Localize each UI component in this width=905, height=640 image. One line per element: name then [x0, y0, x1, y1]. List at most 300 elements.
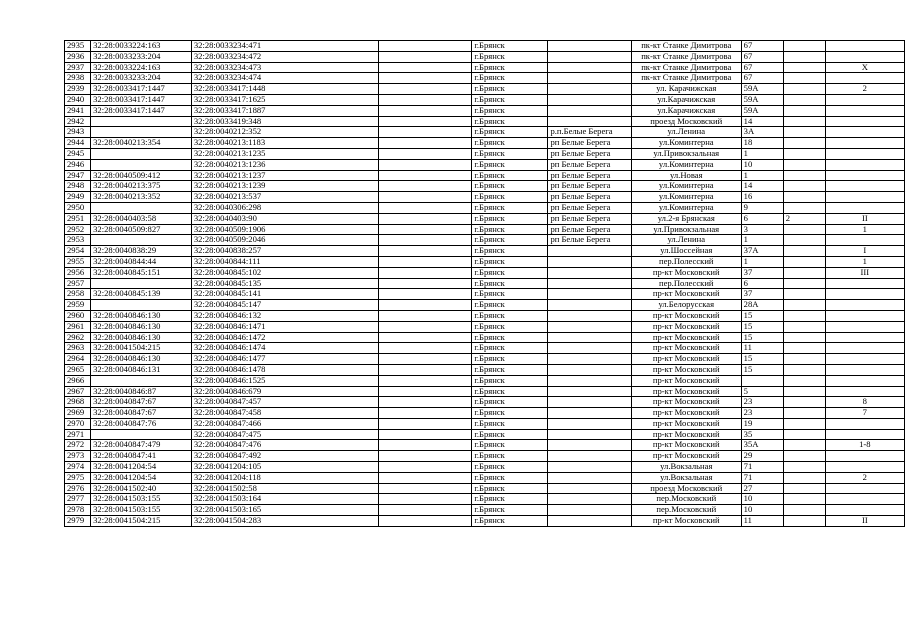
street-cell: ул.Привокзальная	[631, 224, 741, 235]
source-cadastral-cell	[91, 202, 192, 213]
table-row	[65, 483, 905, 494]
street-cell: ул.Карачижская	[631, 94, 741, 105]
house-number-cell: 10	[741, 494, 783, 505]
cadastral-number-cell: 32:28:0040403:90	[191, 213, 378, 224]
street-cell: пк-кт Станке Димитрова	[631, 41, 741, 52]
cadastral-number-cell: 32:28:0033234:473	[191, 62, 378, 73]
street-cell: пр-кт Московский	[631, 354, 741, 365]
row-number-cell: 2975	[65, 472, 91, 483]
row-number-cell: 2937	[65, 62, 91, 73]
cadastral-number-cell: 32:28:0041502:58	[191, 483, 378, 494]
cadastral-number-cell: 32:28:0040213:1235	[191, 148, 378, 159]
blank-cell	[378, 300, 472, 311]
source-cadastral-cell: 32:28:0033224:163	[91, 41, 192, 52]
building-cell	[825, 73, 904, 84]
row-number-cell: 2955	[65, 256, 91, 267]
street-cell: пр-кт Московский	[631, 440, 741, 451]
building-cell	[825, 343, 904, 354]
house-number-cell: 23	[741, 397, 783, 408]
street-cell: пр-кт Московский	[631, 310, 741, 321]
row-number-cell: 2978	[65, 505, 91, 516]
row-number-cell: 2940	[65, 94, 91, 105]
table-row	[65, 375, 905, 386]
city-cell: г.Брянск	[472, 408, 548, 419]
flat-cell	[783, 289, 825, 300]
table-row	[65, 386, 905, 397]
flat-cell	[783, 267, 825, 278]
row-number-cell: 2951	[65, 213, 91, 224]
city-cell: г.Брянск	[472, 235, 548, 246]
source-cadastral-cell: 32:28:0040846:131	[91, 364, 192, 375]
flat-cell	[783, 494, 825, 505]
street-cell: пер.Московский	[631, 494, 741, 505]
flat-cell	[783, 62, 825, 73]
blank-cell	[378, 181, 472, 192]
settlement-cell	[548, 462, 631, 473]
settlement-cell	[548, 84, 631, 95]
blank-cell	[378, 494, 472, 505]
table-row	[65, 267, 905, 278]
building-cell: 1	[825, 224, 904, 235]
source-cadastral-cell	[91, 127, 192, 138]
city-cell: г.Брянск	[472, 310, 548, 321]
cadastral-number-cell: 32:28:0040846:132	[191, 310, 378, 321]
street-cell: пр-кт Московский	[631, 451, 741, 462]
source-cadastral-cell: 32:28:0040847:67	[91, 397, 192, 408]
source-cadastral-cell: 32:28:0040845:151	[91, 267, 192, 278]
settlement-cell	[548, 73, 631, 84]
blank-cell	[378, 321, 472, 332]
building-cell	[825, 483, 904, 494]
flat-cell	[783, 116, 825, 127]
cadastral-number-cell: 32:28:0040847:466	[191, 418, 378, 429]
building-cell: I	[825, 246, 904, 257]
cadastral-number-cell: 32:28:0040846:1471	[191, 321, 378, 332]
table-row	[65, 246, 905, 257]
street-cell: проезд Московский	[631, 116, 741, 127]
table-row	[65, 94, 905, 105]
cadastral-number-cell: 32:28:0040306:298	[191, 202, 378, 213]
table-row	[65, 62, 905, 73]
building-cell	[825, 181, 904, 192]
flat-cell	[783, 170, 825, 181]
row-number-cell: 2942	[65, 116, 91, 127]
row-number-cell: 2968	[65, 397, 91, 408]
street-cell: пр-кт Московский	[631, 267, 741, 278]
blank-cell	[378, 170, 472, 181]
flat-cell	[783, 256, 825, 267]
source-cadastral-cell: 32:28:0040846:130	[91, 321, 192, 332]
blank-cell	[378, 310, 472, 321]
house-number-cell: 35А	[741, 440, 783, 451]
table-row	[65, 354, 905, 365]
source-cadastral-cell: 32:28:0040847:479	[91, 440, 192, 451]
city-cell: г.Брянск	[472, 300, 548, 311]
source-cadastral-cell	[91, 116, 192, 127]
city-cell: г.Брянск	[472, 494, 548, 505]
cadastral-number-cell: 32:28:0040845:141	[191, 289, 378, 300]
building-cell	[825, 148, 904, 159]
source-cadastral-cell: 32:28:0040846:87	[91, 386, 192, 397]
row-number-cell: 2971	[65, 429, 91, 440]
table-row	[65, 202, 905, 213]
street-cell: пер.Полесский	[631, 278, 741, 289]
flat-cell	[783, 127, 825, 138]
row-number-cell: 2944	[65, 138, 91, 149]
street-cell: проезд Московский	[631, 483, 741, 494]
row-number-cell: 2966	[65, 375, 91, 386]
cadastral-number-cell: 32:28:0040846:679	[191, 386, 378, 397]
settlement-cell	[548, 516, 631, 527]
row-number-cell: 2956	[65, 267, 91, 278]
house-number-cell	[741, 375, 783, 386]
building-cell	[825, 235, 904, 246]
table-row	[65, 289, 905, 300]
blank-cell	[378, 397, 472, 408]
table-row	[65, 159, 905, 170]
source-cadastral-cell: 32:28:0033417:1447	[91, 105, 192, 116]
building-cell	[825, 418, 904, 429]
flat-cell	[783, 516, 825, 527]
building-cell	[825, 462, 904, 473]
source-cadastral-cell: 32:28:0041504:215	[91, 343, 192, 354]
settlement-cell: рп Белые Берега	[548, 202, 631, 213]
street-cell: ул.Вокзальная	[631, 462, 741, 473]
settlement-cell	[548, 472, 631, 483]
street-cell: пер.Московский	[631, 505, 741, 516]
city-cell: г.Брянск	[472, 440, 548, 451]
flat-cell	[783, 235, 825, 246]
city-cell: г.Брянск	[472, 170, 548, 181]
settlement-cell	[548, 267, 631, 278]
house-number-cell: 15	[741, 332, 783, 343]
house-number-cell: 67	[741, 62, 783, 73]
street-cell: пр-кт Московский	[631, 289, 741, 300]
settlement-cell	[548, 343, 631, 354]
source-cadastral-cell	[91, 375, 192, 386]
row-number-cell: 2960	[65, 310, 91, 321]
table-row	[65, 170, 905, 181]
cadastral-number-cell: 32:28:0041503:165	[191, 505, 378, 516]
building-cell	[825, 332, 904, 343]
settlement-cell	[548, 494, 631, 505]
table-row	[65, 213, 905, 224]
settlement-cell	[548, 332, 631, 343]
table-row	[65, 224, 905, 235]
city-cell: г.Брянск	[472, 289, 548, 300]
settlement-cell	[548, 62, 631, 73]
row-number-cell: 2935	[65, 41, 91, 52]
street-cell: ул.Белорусская	[631, 300, 741, 311]
house-number-cell: 15	[741, 321, 783, 332]
house-number-cell: 15	[741, 354, 783, 365]
row-number-cell: 2954	[65, 246, 91, 257]
flat-cell	[783, 451, 825, 462]
building-cell	[825, 170, 904, 181]
street-cell: пр-кт Московский	[631, 429, 741, 440]
city-cell: г.Брянск	[472, 332, 548, 343]
house-number-cell: 3	[741, 224, 783, 235]
source-cadastral-cell: 32:28:0040213:375	[91, 181, 192, 192]
blank-cell	[378, 62, 472, 73]
house-number-cell: 3А	[741, 127, 783, 138]
row-number-cell: 2947	[65, 170, 91, 181]
source-cadastral-cell: 32:28:0040847:41	[91, 451, 192, 462]
house-number-cell: 71	[741, 462, 783, 473]
table-row	[65, 343, 905, 354]
row-number-cell: 2965	[65, 364, 91, 375]
source-cadastral-cell: 32:28:0041503:155	[91, 505, 192, 516]
row-number-cell: 2962	[65, 332, 91, 343]
cadastral-number-cell: 32:28:0040846:1478	[191, 364, 378, 375]
building-cell	[825, 51, 904, 62]
flat-cell	[783, 343, 825, 354]
house-number-cell: 59А	[741, 94, 783, 105]
building-cell	[825, 354, 904, 365]
building-cell	[825, 159, 904, 170]
table-row	[65, 73, 905, 84]
city-cell: г.Брянск	[472, 256, 548, 267]
blank-cell	[378, 364, 472, 375]
building-cell: II	[825, 213, 904, 224]
flat-cell	[783, 310, 825, 321]
city-cell: г.Брянск	[472, 105, 548, 116]
cadastral-number-cell: 32:28:0040847:457	[191, 397, 378, 408]
city-cell: г.Брянск	[472, 472, 548, 483]
source-cadastral-cell: 32:28:0040403:58	[91, 213, 192, 224]
street-cell: ул.Коминтерна	[631, 138, 741, 149]
settlement-cell: рп Белые Берега	[548, 224, 631, 235]
row-number-cell: 2946	[65, 159, 91, 170]
blank-cell	[378, 73, 472, 84]
building-cell	[825, 429, 904, 440]
source-cadastral-cell	[91, 159, 192, 170]
cadastral-number-cell: 32:28:0040847:475	[191, 429, 378, 440]
row-number-cell: 2977	[65, 494, 91, 505]
cadastral-number-cell: 32:28:0040212:352	[191, 127, 378, 138]
table-row	[65, 181, 905, 192]
city-cell: г.Брянск	[472, 84, 548, 95]
source-cadastral-cell: 32:28:0033233:204	[91, 51, 192, 62]
city-cell: г.Брянск	[472, 224, 548, 235]
row-number-cell: 2964	[65, 354, 91, 365]
blank-cell	[378, 246, 472, 257]
blank-cell	[378, 213, 472, 224]
source-cadastral-cell	[91, 300, 192, 311]
building-cell	[825, 321, 904, 332]
settlement-cell	[548, 418, 631, 429]
street-cell: ул. Карачижская	[631, 84, 741, 95]
building-cell: III	[825, 267, 904, 278]
building-cell	[825, 289, 904, 300]
cadastral-number-cell: 32:28:0040213:1236	[191, 159, 378, 170]
settlement-cell	[548, 408, 631, 419]
blank-cell	[378, 235, 472, 246]
flat-cell: 2	[783, 213, 825, 224]
street-cell: ул.Ленина	[631, 235, 741, 246]
register-table	[64, 40, 905, 527]
house-number-cell: 14	[741, 181, 783, 192]
house-number-cell: 35	[741, 429, 783, 440]
cadastral-number-cell: 32:28:0040846:1472	[191, 332, 378, 343]
table-row	[65, 235, 905, 246]
building-cell	[825, 202, 904, 213]
settlement-cell	[548, 505, 631, 516]
flat-cell	[783, 73, 825, 84]
city-cell: г.Брянск	[472, 505, 548, 516]
building-cell: 1-8	[825, 440, 904, 451]
house-number-cell: 59А	[741, 105, 783, 116]
settlement-cell	[548, 256, 631, 267]
building-cell	[825, 310, 904, 321]
settlement-cell	[548, 246, 631, 257]
street-cell: пр-кт Московский	[631, 418, 741, 429]
table-row	[65, 300, 905, 311]
house-number-cell: 1	[741, 235, 783, 246]
blank-cell	[378, 159, 472, 170]
settlement-cell	[548, 116, 631, 127]
cadastral-number-cell: 32:28:0041503:164	[191, 494, 378, 505]
row-number-cell: 2948	[65, 181, 91, 192]
source-cadastral-cell: 32:28:0033417:1447	[91, 94, 192, 105]
settlement-cell	[548, 386, 631, 397]
blank-cell	[378, 375, 472, 386]
table-row	[65, 462, 905, 473]
street-cell: пр-кт Московский	[631, 364, 741, 375]
flat-cell	[783, 159, 825, 170]
blank-cell	[378, 267, 472, 278]
flat-cell	[783, 246, 825, 257]
blank-cell	[378, 483, 472, 494]
blank-cell	[378, 332, 472, 343]
source-cadastral-cell: 32:28:0033417:1447	[91, 84, 192, 95]
blank-cell	[378, 289, 472, 300]
settlement-cell: рп Белые Берега	[548, 138, 631, 149]
house-number-cell: 11	[741, 516, 783, 527]
blank-cell	[378, 429, 472, 440]
source-cadastral-cell	[91, 278, 192, 289]
source-cadastral-cell: 32:28:0041204:54	[91, 462, 192, 473]
building-cell	[825, 505, 904, 516]
blank-cell	[378, 138, 472, 149]
table-row	[65, 41, 905, 52]
building-cell	[825, 494, 904, 505]
city-cell: г.Брянск	[472, 397, 548, 408]
row-number-cell: 2967	[65, 386, 91, 397]
row-number-cell: 2976	[65, 483, 91, 494]
blank-cell	[378, 148, 472, 159]
street-cell: ул.Коминтерна	[631, 181, 741, 192]
flat-cell	[783, 321, 825, 332]
city-cell: г.Брянск	[472, 451, 548, 462]
house-number-cell: 27	[741, 483, 783, 494]
building-cell	[825, 41, 904, 52]
settlement-cell: рп Белые Берега	[548, 213, 631, 224]
building-cell: 8	[825, 397, 904, 408]
table-row	[65, 278, 905, 289]
row-number-cell: 2945	[65, 148, 91, 159]
house-number-cell: 6	[741, 278, 783, 289]
settlement-cell: рп Белые Берега	[548, 148, 631, 159]
cadastral-number-cell: 32:28:0040845:135	[191, 278, 378, 289]
flat-cell	[783, 429, 825, 440]
blank-cell	[378, 127, 472, 138]
table-row	[65, 408, 905, 419]
flat-cell	[783, 375, 825, 386]
row-number-cell: 2949	[65, 192, 91, 203]
house-number-cell: 19	[741, 418, 783, 429]
city-cell: г.Брянск	[472, 267, 548, 278]
table-row	[65, 397, 905, 408]
cadastral-number-cell: 32:28:0040213:1239	[191, 181, 378, 192]
settlement-cell	[548, 429, 631, 440]
register-table-body	[65, 41, 905, 527]
flat-cell	[783, 278, 825, 289]
building-cell	[825, 278, 904, 289]
street-cell: пр-кт Московский	[631, 386, 741, 397]
city-cell: г.Брянск	[472, 51, 548, 62]
source-cadastral-cell: 32:28:0041204:54	[91, 472, 192, 483]
city-cell: г.Брянск	[472, 159, 548, 170]
street-cell: пр-кт Московский	[631, 408, 741, 419]
source-cadastral-cell: 32:28:0033224:163	[91, 62, 192, 73]
blank-cell	[378, 505, 472, 516]
settlement-cell	[548, 278, 631, 289]
house-number-cell: 9	[741, 202, 783, 213]
city-cell: г.Брянск	[472, 181, 548, 192]
flat-cell	[783, 440, 825, 451]
row-number-cell: 2963	[65, 343, 91, 354]
flat-cell	[783, 138, 825, 149]
house-number-cell: 28А	[741, 300, 783, 311]
row-number-cell: 2953	[65, 235, 91, 246]
cadastral-number-cell: 32:28:0040509:2046	[191, 235, 378, 246]
street-cell: ул.Вокзальная	[631, 472, 741, 483]
flat-cell	[783, 386, 825, 397]
blank-cell	[378, 202, 472, 213]
blank-cell	[378, 51, 472, 62]
table-row	[65, 310, 905, 321]
house-number-cell: 71	[741, 472, 783, 483]
building-cell	[825, 451, 904, 462]
flat-cell	[783, 483, 825, 494]
row-number-cell: 2959	[65, 300, 91, 311]
settlement-cell: р.п.Белые Берега	[548, 127, 631, 138]
blank-cell	[378, 354, 472, 365]
settlement-cell	[548, 94, 631, 105]
city-cell: г.Брянск	[472, 246, 548, 257]
building-cell	[825, 105, 904, 116]
city-cell: г.Брянск	[472, 148, 548, 159]
row-number-cell: 2979	[65, 516, 91, 527]
source-cadastral-cell: 32:28:0040847:76	[91, 418, 192, 429]
table-row	[65, 84, 905, 95]
building-cell	[825, 94, 904, 105]
cadastral-number-cell: 32:28:0040847:476	[191, 440, 378, 451]
cadastral-number-cell: 32:28:0040846:1525	[191, 375, 378, 386]
city-cell: г.Брянск	[472, 354, 548, 365]
row-number-cell: 2936	[65, 51, 91, 62]
city-cell: г.Брянск	[472, 516, 548, 527]
city-cell: г.Брянск	[472, 192, 548, 203]
street-cell: ул.Шоссейная	[631, 246, 741, 257]
cadastral-number-cell: 32:28:0040213:1183	[191, 138, 378, 149]
blank-cell	[378, 472, 472, 483]
house-number-cell: 37	[741, 267, 783, 278]
source-cadastral-cell: 32:28:0040213:352	[91, 192, 192, 203]
street-cell: пр-кт Московский	[631, 332, 741, 343]
flat-cell	[783, 397, 825, 408]
